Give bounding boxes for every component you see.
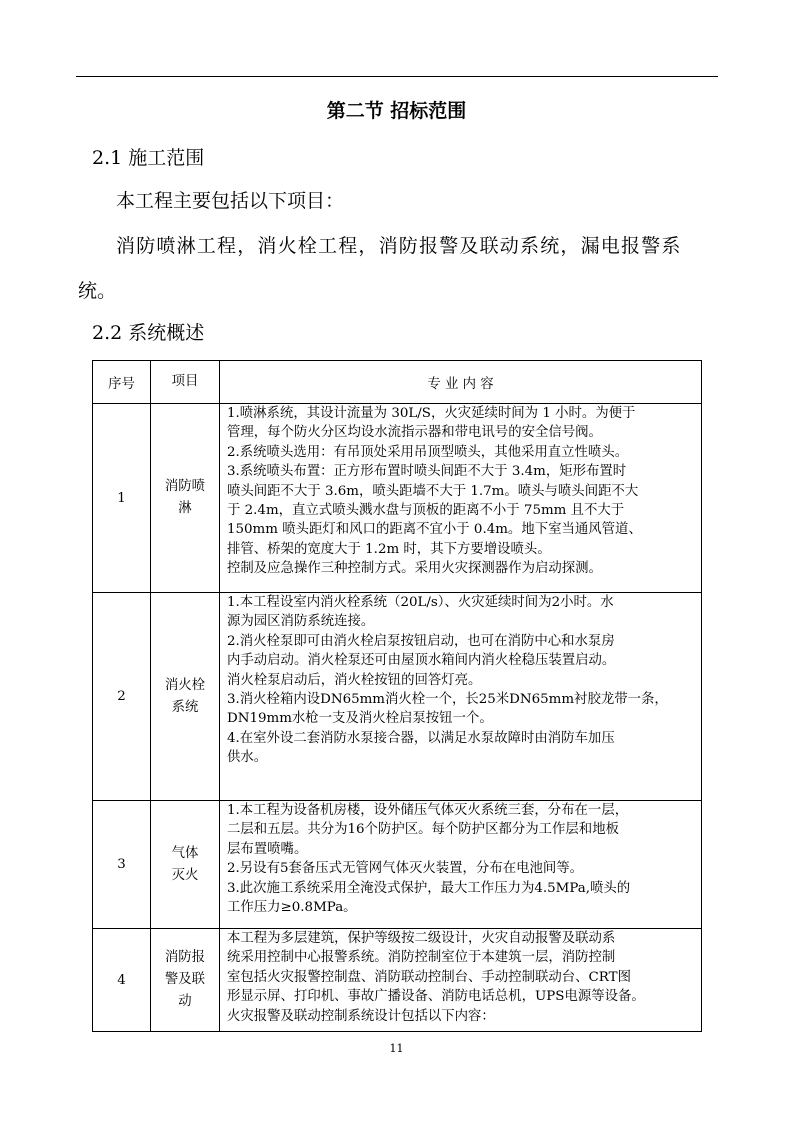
content-line: 内手动启动。消火栓泵还可由屋顶水箱间内消火栓稳压装置启动。 xyxy=(227,653,616,669)
content-line: 二层和五层。共分为16个防护区。每个防护区都分为工作层和地板 xyxy=(227,822,619,838)
content-line: 统采用控制中心报警系统。消防控制室位于本建筑一层，消防控制 xyxy=(227,950,616,966)
content-line: 2.系统喷头选用：有吊顶处采用吊顶型喷头，其他采用直立性喷头。 xyxy=(227,444,629,460)
content-line: 工作压力≥0.8MPa。 xyxy=(227,900,357,916)
content-line: 于 2.4m，直立式喷头溅水盘与顶板的距离不小于 75mm 且不大于 xyxy=(227,503,625,519)
row-number: 4 xyxy=(93,929,151,1032)
row-content xyxy=(220,404,702,593)
item-name-line: 动 xyxy=(178,994,192,1009)
item-name-line: 消防报 xyxy=(164,950,206,965)
content-line: 3.消火栓箱内设DN65mm消火栓一个，长25米DN65mm衬胶龙带一条， xyxy=(227,692,668,708)
content-line: 1.本工程设室内消火栓系统（20L/s）、火灾延续时间为2小时。水 xyxy=(227,595,614,610)
content-line: 管理，每个防火分区均设水流指示器和带电讯号的安全信号阀。 xyxy=(227,425,602,441)
content-line: 4.在室外设二套消防水泵接合器，以满足水泵故障时由消防车加压 xyxy=(227,730,615,746)
row-item-name xyxy=(151,929,220,1032)
heading-2-1: 2.1 施工范围 xyxy=(92,147,205,169)
content-line: 排管、桥架的宽度大于 1.2m 时，其下方要增设喷头。 xyxy=(227,541,551,557)
header-rule xyxy=(76,76,718,77)
page-number: 11 xyxy=(389,1042,404,1055)
content-line: 喷头间距不大于 3.6m，喷头距墙不大于 1.7m。喷头与喷头间距不大 xyxy=(227,483,639,499)
intro-paragraph: 本工程主要包括以下项目： xyxy=(116,190,345,212)
table-row xyxy=(93,801,702,929)
content-line: 消火栓泵启动后，消火栓按钮的回答灯亮。 xyxy=(227,672,482,688)
row-content xyxy=(220,801,702,929)
item-name-line: 消防喷 xyxy=(164,479,206,494)
header-no: 序号 xyxy=(93,361,151,404)
table-row xyxy=(93,593,702,801)
row-content xyxy=(220,929,702,1032)
content-line: 1.本工程为设备机房楼，设外储压气体灭火系统三套，分布在一层， xyxy=(227,803,629,818)
content-line: 层布置喷嘴。 xyxy=(227,841,308,857)
header-item: 项目 xyxy=(151,361,220,404)
table-header-row xyxy=(93,361,702,404)
row-item-name xyxy=(151,593,220,801)
header-content: 专 业 内 容 xyxy=(220,361,702,404)
section-title: 第二节 招标范围 xyxy=(326,100,467,122)
content-line: 3.系统喷头布置：正方形布置时喷头间距不大于 3.4m，矩形布置时 xyxy=(227,464,627,480)
item-name-line: 气体 xyxy=(171,845,199,861)
row-number: 3 xyxy=(93,801,151,929)
content-line: 本工程为多层建筑，保护等级按二级设计，火灾自动报警及联动系 xyxy=(227,931,616,946)
content-line: DN19mm水枪一支及消火栓启泵按钮一个。 xyxy=(227,711,493,727)
content-line: 3.此次施工系统采用全淹没式保护，最大工作压力为4.5MPa,喷头的 xyxy=(227,880,631,896)
content-line: 形显示屏、打印机、事故广播设备、消防电话总机，UPS电源等设备。 xyxy=(227,989,645,1005)
content-line: 150mm 喷头距灯和风口的距离不宜小于 0.4m。地下室当通风管道、 xyxy=(227,522,642,538)
row-number: 1 xyxy=(93,404,151,593)
item-name-line: 灭火 xyxy=(171,867,199,883)
content-line: 2.消火栓泵即可由消火栓启泵按钮启动，也可在消防中心和水泵房 xyxy=(227,633,615,649)
content-line: 控制及应急操作三种控制方式。采用火灾探测器作为启动探测。 xyxy=(227,561,602,577)
content-line: 源为园区消防系统连接。 xyxy=(227,614,375,630)
system-overview-table xyxy=(92,360,702,1032)
row-content xyxy=(220,593,702,801)
row-item-name xyxy=(151,801,220,929)
item-name-line: 淋 xyxy=(178,501,192,516)
item-name-line: 系统 xyxy=(171,699,199,715)
items-line-2: 统。 xyxy=(78,280,117,302)
row-number: 2 xyxy=(93,593,151,801)
items-line-1: 消防喷淋工程，消火栓工程，消防报警及联动系统，漏电报警系 xyxy=(116,235,682,257)
content-line: 1.喷淋系统，其设计流量为 30L/S，火灾延续时间为 1 小时。为便于 xyxy=(227,406,636,421)
item-name-line: 消火栓 xyxy=(164,677,206,693)
heading-2-2: 2.2 系统概述 xyxy=(92,322,205,344)
row-item-name xyxy=(151,404,220,593)
content-line: 室包括火灾报警控制盘、消防联动控制台、手动控制联动台、CRT图 xyxy=(227,969,631,985)
content-line: 火灾报警及联动控制系统设计包括以下内容： xyxy=(227,1008,495,1024)
table-row xyxy=(93,929,702,1032)
content-line: 供水。 xyxy=(227,750,268,766)
content-line: 2.另设有5套备压式无管网气体灭火装置，分布在电池间等。 xyxy=(227,861,584,877)
table-row xyxy=(93,404,702,593)
item-name-line: 警及联 xyxy=(164,972,206,987)
